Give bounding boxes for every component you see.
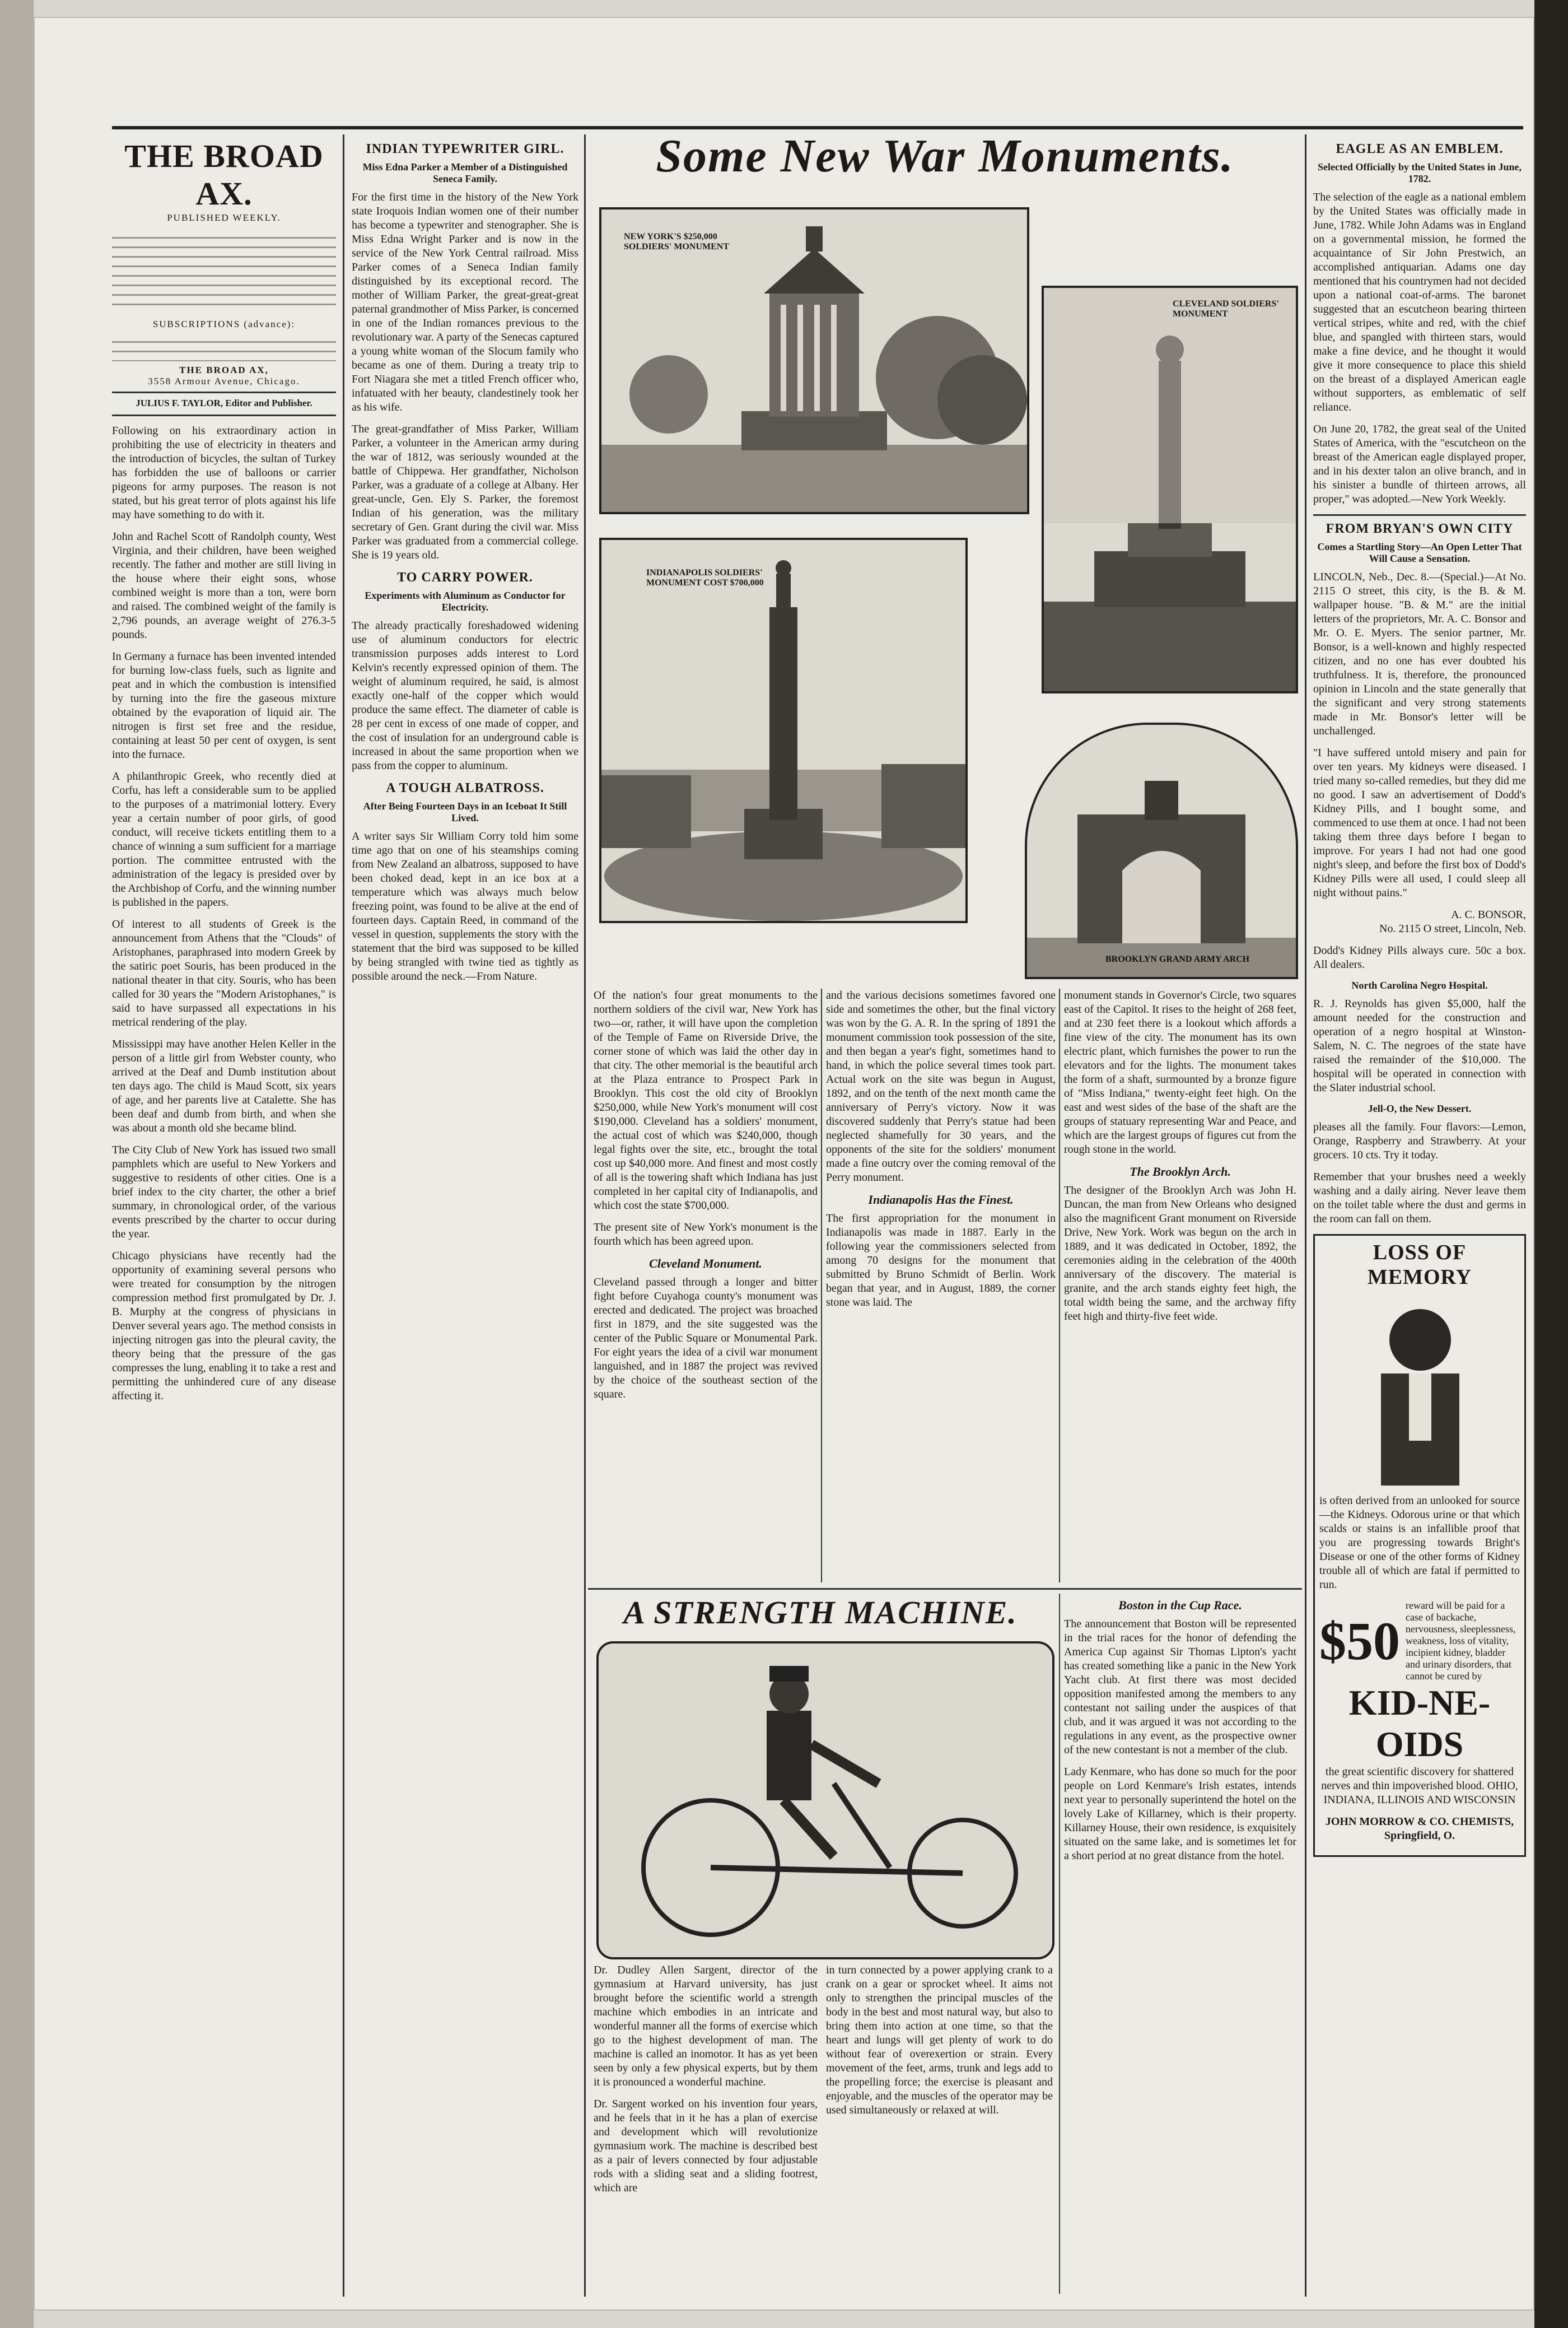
headline-albatross: A TOUGH ALBATROSS.: [386, 781, 544, 795]
center-col-b: [826, 989, 1056, 1582]
feature-title: Some New War Monuments.: [656, 130, 1234, 182]
article-city-club: The City Club of New York has issued two small pamphlets which are useful to New Yorkers and suggestive to residents of other cities. One is a brief index to the city charter, the other a brief summary, in chronological order, of the various events prescribed by the charter to occur during the year.: [112, 1144, 336, 1240]
monuments-cleveland: Cleveland passed through a longer and bitter fight before Cuyahoga county's monument was erected and dedicated. The project was broached first in 1879, and the site suggested was the center of the Public Square or Monumental Park. For eight years the idea of a civil war monument languished, and in 1887 the project was revived by the choice of the southeast section of the square.: [594, 1276, 818, 1400]
column-rule: [1059, 1594, 1060, 2294]
cleveland-monument-caption: CLEVELAND SOLDIERS' MONUMENT: [1173, 299, 1279, 319]
brooklyn-arch-caption: BROOKLYN GRAND ARMY ARCH: [1105, 955, 1250, 964]
section-rule: [588, 1588, 1302, 1590]
hospital-text: R. J. Reynolds has given $5,000, half the amount needed for the construction and operation of a negro hospital at Winston-Salem, N. C. The negroes of the state have raised the remainder of the $10,000. The hospital will be operated in connection with the Slater industrial school.: [1313, 998, 1526, 1094]
monuments-brooklyn: The designer of the Brooklyn Arch was John H. Duncan, the man from New Orleans who designed also the magnificent Grant monument on Riverside Drive, New York. Work was begun on the arch in 1889, and it was dedicated in October, 1892, the ceremonies aiding in the celebration of the 400th anniversary of the discovery. The material is granite, and the arch stands eighty feet high, the total width being the same, and the archway fifty feet high and thirty-five feet wide.: [1064, 1184, 1296, 1323]
headline-carry-power: TO CARRY POWER.: [397, 570, 533, 585]
column-rule: [821, 989, 822, 1582]
masthead-subtitle: PUBLISHED WEEKLY.: [167, 212, 281, 223]
ad-brand: KID-NE-OIDS: [1348, 1683, 1491, 1764]
letter-signature: A. C. BONSOR,: [1451, 909, 1526, 921]
cup-race-text: The announcement that Boston will be represented in the trial races for the honor of defending the America Cup against Sir Thomas Lipton's yacht has created something like a panic in the New York Yacht club. At first there was most decided opposition manifested among the members to any contestant not sailing under the auspices of that club, and it was argued it was not according to the regulations in any event, as the prospective owner of the new contestant is not a member of the club.: [1064, 1618, 1296, 1756]
strength-machine-drawing: [599, 1643, 1052, 1957]
masthead-title: THE BROAD AX.: [124, 138, 324, 212]
column-rule: [584, 134, 586, 2297]
center-col-c: [1064, 989, 1296, 1582]
monuments-indianapolis-1: The first appropriation for the monument in Indianapolis was made in 1887. Early in the following year the commissioners selected from among 70 designs for the monument that submitted by Bruno Schmidt of Berlin. Work began that year, and in August, 1889, the corner stone was laid. The: [826, 1212, 1056, 1309]
article-scott-family: John and Rachel Scott of Randolph county, West Virginia, and their children, have been weighed recently. The father and mother are still living in the house where their eight sons, whose combined weight is more than a ton, were born and raised. The combined weight of the family is 2,796 pounds, an average weight of 276.3-5 pounds.: [112, 530, 336, 641]
subscriptions-label: SUBSCRIPTIONS (advance):: [152, 319, 296, 329]
subhead-bryan: Comes a Startling Story—An Open Letter That Will Cause a Sensation.: [1317, 541, 1522, 564]
bryan-letter: "I have suffered untold misery and pain for over ten years. My kidneys were diseased. I tried many so-called remedies, but they did me no good. I saw an advertisement of Dodd's Kidney Pills, and I bought some, and commenced to use them at once. I had not been taking them three days before I began to improve. For years I had not had one good night's sleep, and before the first box of Dodd's Kidney Pills were all used, I could sleep all night without pains.": [1313, 747, 1526, 899]
headline-bryan: FROM BRYAN'S OWN CITY: [1326, 522, 1514, 536]
headline-brooklyn: The Brooklyn Arch.: [1130, 1165, 1231, 1179]
article-helen-keller: Mississippi may have another Helen Keller in the person of a little girl from Webster county, who arrived at the Deaf and Dumb institution about ten days ago. The child is Maud Scott, six years of age, and her parents live at Catalette. She has been deaf and dumb from birth, and when she was about a month old she became blind.: [112, 1038, 336, 1134]
masthead-street: 3558 Armour Avenue, Chicago.: [148, 376, 300, 387]
headline-indianapolis: Indianapolis Has the Finest.: [868, 1193, 1014, 1207]
monuments-intro: Of the nation's four great monuments to the northern soldiers of the civil war, New York has two—or, rather, it will have upon the completion of the Temple of Fame on Riverside Drive, the corner stone of which was laid the other day in that city. The other memorial is the beautiful arch at the Plaza entrance to Prospect Park in Brooklyn. This cost the old city of Brooklyn $250,000, while New York's monument will cost $190,000. Cleveland has a soldiers' monument, the actual cost of which was $240,000, though legal fights over the site, etc., brought the total cost up $40,000 more. And finest and most costly of all is the towering shaft which Indiana has just completed in her capital city of Indianapolis, and which cost the state $700,000.: [594, 989, 818, 1212]
headline-cleveland: Cleveland Monument.: [649, 1256, 762, 1270]
strength-col-b: [826, 1963, 1053, 2294]
monuments-indianapolis-2: monument stands in Governor's Circle, two squares east of the Capitol. It rises to the height of 268 feet, and at 230 feet there is a lookout which affords a fine view of the city. The monument has its own electric plant, which furnishes the power to run the elevators and for the lights. The monument takes the form of a shaft, surmounted by a bronze figure of "Miss Indiana," twenty-eight feet high. On the east and west sides of the base of the shaft are the groups of statuary representing War and Peace, and which are the largest groups of figures cut from the rough stone in the world.: [1064, 989, 1296, 1156]
image-new-york-monument: [599, 207, 1029, 514]
headline-hospital: North Carolina Negro Hospital.: [1351, 980, 1488, 991]
headline-eagle: EAGLE AS AN EMBLEM.: [1336, 142, 1504, 156]
headline-cup-race: Boston in the Cup Race.: [1118, 1598, 1242, 1612]
monuments-ny-site: The present site of New York's monument is the fourth which has been agreed upon.: [594, 1221, 818, 1247]
bryan-p1: LINCOLN, Neb., Dec. 8.—(Special.)—At No. 2115 O street, this city, is the B. & M. wallpaper house. "B. & M." are the initial letters of the proprietors, Mr. A. C. Bonsor and Mr. O. E. Myers. The senior partner, Mr. Bonsor, is a well-known and highly respected citizen, and no one has ever doubted his truthfulness. It is, therefore, the pronounced opinion in Lincoln and the state generally that the significant and very strong statements made in Mr. Bonsor's letter will be unchallenged.: [1313, 571, 1526, 737]
article-albatross: A writer says Sir William Corry told him some time ago that on one of his steamships coming from New Zealand an albatross, supposed to have been choked dead, kept in an ice box at a temperature which was always much below freezing point, was found to be alive at the end of fourteen days. Captain Reed, in command of the vessel in question, supplements the story with the statement that the bird was supposed to be killed by being strangled with twine tied as tightly as possible around the neck.—From Nature.: [352, 830, 578, 983]
image-cleveland-monument: [1042, 286, 1298, 693]
letter-address: No. 2115 O street, Lincoln, Neb.: [1379, 923, 1526, 935]
new-york-monument-drawing: [601, 209, 1027, 512]
ad-footer: the great scientific discovery for shattered nerves and thin impoverished blood. OHIO, INDIANA, ILLINOIS AND WISCONSIN: [1321, 1766, 1518, 1806]
strength-p3: in turn connected by a power applying crank to a crank on a gear or sprocket wheel. It aims not only to strengthen the principal muscles of the body in the best and most natural way, but also to bring them into action at one time, so that the heart and lungs will get plenty of work to do without fear of overexertion or strain. Every movement of the feet, arms, trunk and legs add to the propelling force; the exercise is pleasant and enjoyable, and the muscles of the operator may be used simultaneously or relaxed at will.: [826, 1964, 1053, 2116]
column-2: [352, 137, 578, 2294]
monuments-perry: and the various decisions sometimes favored one side and sometimes the other, but the final victory was won by the G. A. R. In the spring of 1891 the monument commission took possession of the site, and then began a year's fight, sometimes hand to hand, in which the police several times took part. Actual work on the site was begun in August, 1892, and on the tenth of the next month came the anniversary of Perry's victory. Now it was discovered suddenly that Perry's statue had been neglected shamefully for 30 years, and the opponents of the site for the soldiers' monument made a fine outcry over the coming removal of the Perry monument.: [826, 989, 1056, 1184]
article-aristophanes: Of interest to all students of Greek is the announcement from Athens that the "Clouds" of Aristophanes, paraphrased into modern Greek by the satiric poet Souris, has been produced in the national theater in that city. Souris, who has been called for 30 years the "Modern Aristophanes," is said to have surpassed all expectations in his metrical rendering of the play.: [112, 918, 336, 1028]
ad-company: JOHN MORROW & CO. CHEMISTS, Springfield, O.: [1325, 1815, 1514, 1842]
strength-p1: Dr. Dudley Allen Sargent, director of the gymnasium at Harvard university, has just brought before the scientific world a strength machine which embodies in an intricate and wonderful manner all the forms of exercise which go to the highest development of man. The machine is called an inomotor. It has as yet been seen by only a few physical experts, but by them it is pronounced a wonderful machine.: [594, 1964, 818, 2088]
article-aluminum: The already practically foreshadowed widening use of aluminum conductors for electric transmission purposes adds interest to Lord Kelvin's recently expressed opinion of them. The weight of aluminum required, he said, is almost exactly one-half of the copper which would produce the same effect. The diameter of cable is 28 per cent in excess of one made of copper, and the cost of insulation for an underground cable is increased in about the same proportion when we pass from the copper to aluminum.: [352, 620, 578, 772]
cleveland-monument-drawing: [1044, 288, 1296, 691]
ad-illustration-man: [1319, 1289, 1521, 1491]
kidneoids-ad: [1313, 1234, 1526, 1857]
indianapolis-monument-drawing: [601, 540, 965, 921]
page-right-edge: [1534, 0, 1568, 2328]
article-typewriter-p1: For the first time in the history of the New York state Iroquois Indian women one of their number has become a typewriter and stenographer. She is Miss Edna Wright Parker and is now in the service of the New York Central railroad. Miss Parker comes of a Seneca Indian family distinguished by its exceptional record. The mother of William Parker, the great-great-great paternal grandmother of Miss Parker, is concerned in one of the Indian romances previous to the revolutionary war. A party of the Senecas captured a young white woman of the Slocum family who became as one of them. During a treaty trip to Fort Niagara she met a titled French officer who, infatuated with her beauty, clandestinely took her as his wife.: [352, 191, 578, 413]
headline-typewriter-girl: INDIAN TYPEWRITER GIRL.: [366, 142, 564, 156]
column-5: [1313, 137, 1526, 2294]
image-strength-machine: [596, 1641, 1054, 1959]
strength-title: A STRENGTH MACHINE.: [623, 1594, 1018, 1631]
article-germany-furnace: In Germany a furnace has been invented intended for burning low-class fuels, such as lignite and peat and in which the combustion is intensified by turning into the fire the gaseous mixture obtained by the evaporation of liquid air. The nitrogen is first set free and the residue, containing at least 50 per cent of oxygen, is sent into the furnace.: [112, 650, 336, 761]
lady-kenmare-text: Lady Kenmare, who has done so much for the poor people on Lord Kenmare's Irish estates, intends next year to personally superintend the hotel on the lovely Lake of Killarney, which is their property. Killarney House, their own residence, is exquisitely situated on the same lake, and is sometimes let for a short period at no great distance from the hotel.: [1064, 1766, 1296, 1862]
headline-jello: Jell-O, the New Dessert.: [1368, 1103, 1472, 1114]
page-left-edge: [0, 0, 34, 2328]
subscription-rates: [112, 333, 336, 361]
column-rule: [343, 134, 344, 2297]
ny-monument-caption: NEW YORK'S $250,000 SOLDIERS' MONUMENT: [624, 232, 730, 252]
indianapolis-monument-caption: INDIANAPOLIS SOLDIERS' MONUMENT COST $700,000: [646, 568, 764, 588]
ad-title: LOSS OF MEMORY: [1367, 1241, 1472, 1289]
image-indianapolis-monument: [599, 538, 968, 923]
brooklyn-arch-drawing: [1027, 725, 1296, 977]
image-brooklyn-arch: [1025, 723, 1298, 979]
ad-reward-amount: $50: [1319, 1611, 1400, 1671]
eagle-p1: The selection of the eagle as a national emblem by the United States was officially made in June, 1782. While John Adams was in England on a governmental mission, he formed the acquaintance of Sir John Prestwich, an accomplished antiquarian. Adams one day mentioned that his countrymen had not decided upon a national coat-of-arms. The baronet suggested that an escutcheon bearing thirteen vertical stripes, white and red, with the chief blue, and spangled with thirteen stars, would make a fine device, and he thought it would give it more consequence to place this shield on the breast of a displayed American eagle without supporters, as emblematic of self reliance.: [1313, 191, 1526, 413]
masthead-address: THE BROAD AX,: [179, 365, 269, 375]
subhead-albatross: After Being Fourteen Days in an Iceboat It Still Lived.: [363, 800, 567, 823]
subhead-typewriter-girl: Miss Edna Parker a Member of a Distinguished Seneca Family.: [362, 161, 568, 184]
strength-p2: Dr. Sargent worked on his invention four years, and he feels that in it he has a plan of exercise and development which will revolutionize gymnasium work. The machine is described best as a pair of levers connected by four adjustable rods with a sliding seat and a sliding footrest, which are: [594, 2098, 818, 2194]
masthead-notice: [112, 229, 336, 313]
dodds-pills-line: Dodd's Kidney Pills always cure. 50c a box. All dealers.: [1313, 944, 1526, 971]
column-rule: [1305, 134, 1306, 2297]
column-rule: [1059, 989, 1060, 1582]
ad-body: is often derived from an unlooked for source—the Kidneys. Odorous urine or that which scalds or stains is an infallible proof that you are progressing towards Bright's Disease or one of the other forms of Kidney trouble all of which are fatal if permitted to run.: [1319, 1494, 1520, 1591]
article-corfu-lottery: A philanthropic Greek, who recently died at Corfu, has left a considerable sum to be applied to the purposes of a matrimonial lottery. Every year a certain number of poor girls, of good conduct, will receive tickets entitling them to a chance of winning a sum sufficient for a marriage portion. The committee entrusted with the administration of the legacy is presided over by the Archbishop of Corfu, and the winning number is published in the papers.: [112, 770, 336, 909]
jello-text: pleases all the family. Four flavors:—Lemon, Orange, Raspberry and Strawberry. At your grocers. 10 cts. Try it today.: [1313, 1121, 1526, 1161]
article-nitrogen: Chicago physicians have recently had the opportunity of examining several persons who were treated for consumption by the nitrogen compression method first promulgated by Dr. J. B. Murphy at the congress of physicians in Denver several years ago. The method consists in injecting nitrogen gas into the pleural cavity, the theory being that the pressure of the gas compresses the lung, enabling it to take a rest and permitting the unhindered cure of any disease affecting it.: [112, 1250, 336, 1402]
strength-col-a: [594, 1963, 818, 2294]
subhead-carry-power: Experiments with Aluminum as Conductor for Electricity.: [365, 590, 566, 613]
eagle-p2: On June 20, 1782, the great seal of the United States of America, with the "escutcheon on the breast of the American eagle displayed proper, and in his dexter talon an olive branch, and in his sinister a bundle of thirteen arrows, all proper," was adopted.—New York Weekly.: [1313, 423, 1526, 505]
article-typewriter-p2: The great-grandfather of Miss Parker, William Parker, a volunteer in the American army during the war of 1812, was seriously wounded at the battle of Chippewa. Her grandfather, Nicholson Parker, was a graduate of a college at Albany. Her great-uncle, Gen. Ely S. Parker, the foremost Indian of his generation, was the military secretary of Gen. Grant during the civil war. Miss Parker was graduated from a commercial college. She is 19 years old.: [352, 423, 578, 561]
article-sultan: Following on his extraordinary action in prohibiting the use of electricity in theaters and the introduction of bicycles, the sultan of Turkey has forbidden the use of balloons or carrier pigeons for army purposes. The reason is not stated, but his great terror of plots against his life may have something to do with it.: [112, 425, 336, 521]
editor-line: JULIUS F. TAYLOR, Editor and Publisher.: [136, 398, 312, 408]
center-col-a: [594, 989, 818, 1582]
cup-race-column: [1064, 1594, 1296, 2294]
brushes-text: Remember that your brushes need a weekly washing and a daily airing. Never leave them on the toilet table where the dust and germs in the room can fall on them.: [1313, 1171, 1526, 1225]
ad-reward-text: reward will be paid for a case of backache, nervousness, sleeplessness, weakness, loss of vitality, incipient kidney, bladder and urinary disorders, that cannot be cured by: [1406, 1600, 1516, 1682]
subhead-eagle: Selected Officially by the United States in June, 1782.: [1318, 161, 1522, 184]
column-1: [112, 137, 336, 2294]
